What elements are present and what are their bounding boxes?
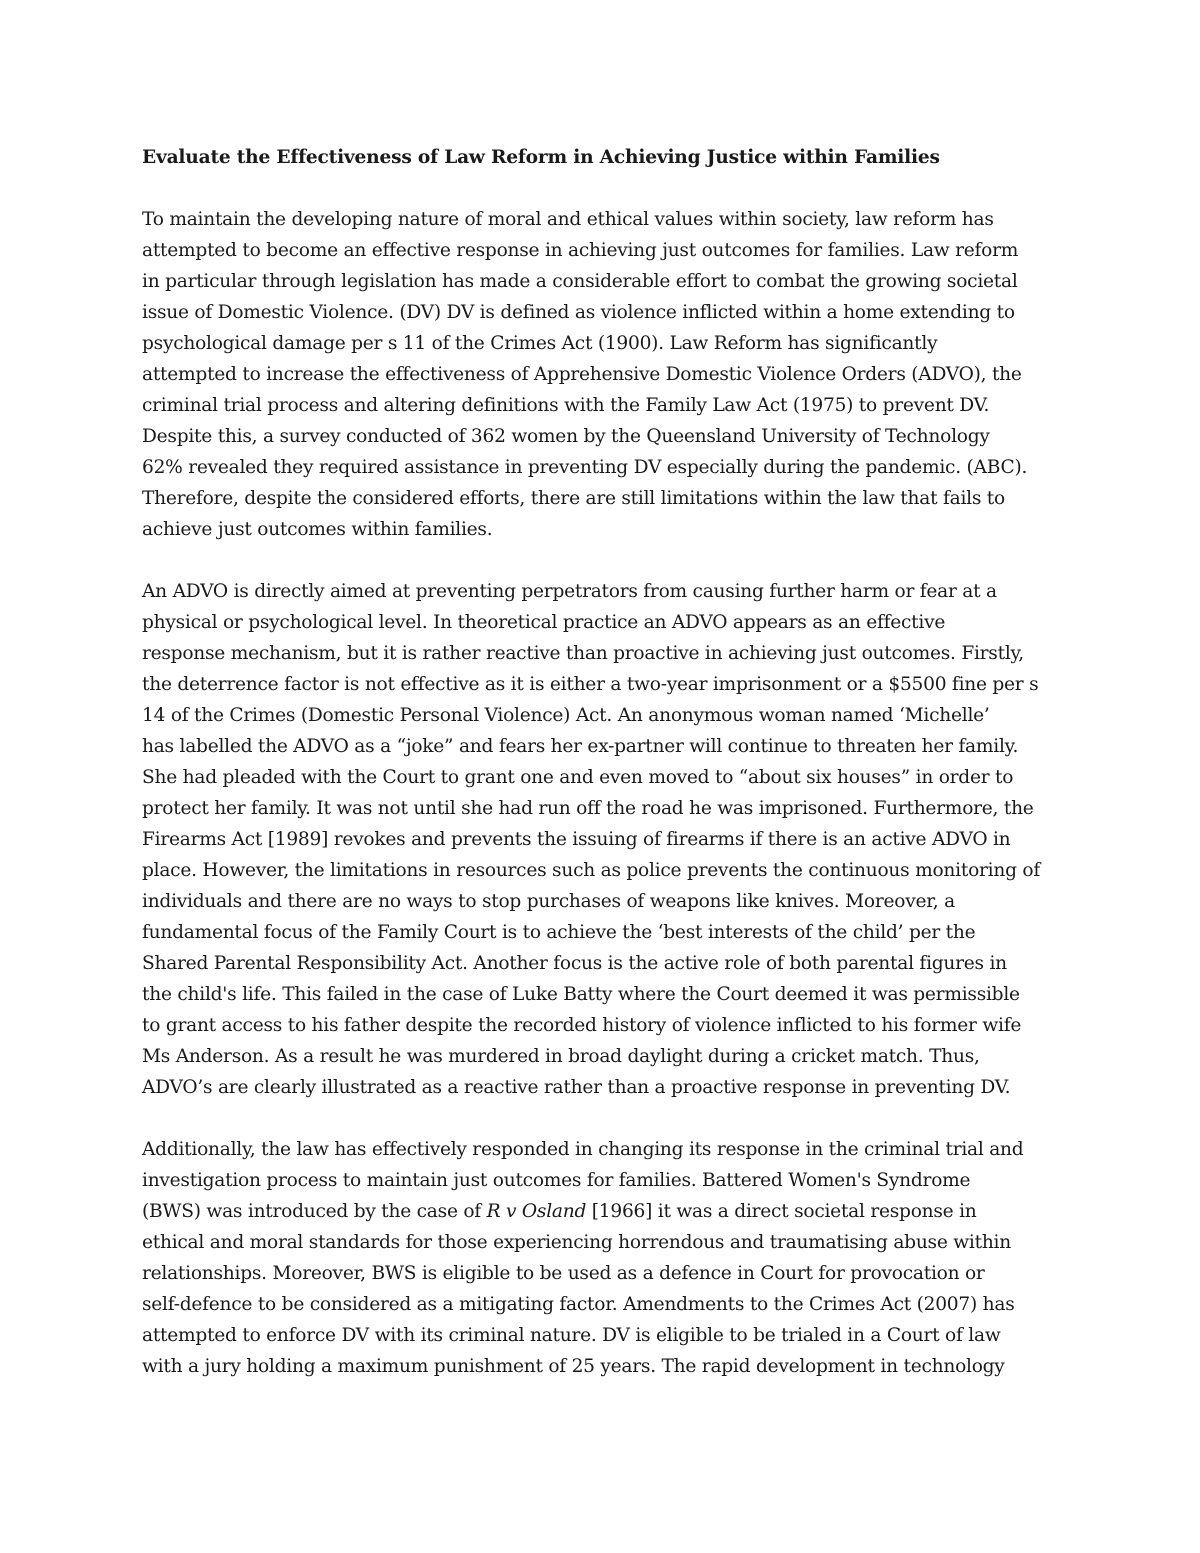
document-title: Evaluate the Effectiveness of Law Reform in Achieving Justice within Families <box>142 147 940 168</box>
line-text-before: (BWS) was introduced by the case of <box>142 1201 487 1222</box>
paragraph-line: attempted to increase the effectiveness of Apprehensive Domestic Violence Orders (ADVO), the <box>142 364 1022 385</box>
paragraph-line: individuals and there are no ways to stop purchases of weapons like knives. Moreover, a <box>142 891 955 912</box>
paragraph-line: fundamental focus of the Family Court is to achieve the ‘best interests of the child’ per the <box>142 922 976 943</box>
paragraph-line: response mechanism, but it is rather reactive than proactive in achieving just outcomes. Firstly, <box>142 643 1024 664</box>
paragraph-line: place. However, the limitations in resources such as police prevents the continuous monitoring of <box>142 860 1040 881</box>
paragraph-line: To maintain the developing nature of moral and ethical values within society, law reform has <box>142 209 994 230</box>
paragraph-line: Ms Anderson. As a result he was murdered in broad daylight during a cricket match. Thus, <box>142 1046 980 1067</box>
line-text-after: [1966] it was a direct societal response in <box>586 1201 977 1222</box>
document-body <box>142 142 1062 1413</box>
paragraph-line: achieve just outcomes within families. <box>142 519 493 540</box>
paragraph-line: attempted to become an effective response in achieving just outcomes for families. Law reform <box>142 240 1019 261</box>
paragraph-line: criminal trial process and altering definitions with the Family Law Act (1975) to prevent DV. <box>142 395 990 416</box>
paragraph-line-with-case-citation <box>142 1196 1062 1227</box>
paragraph-line: attempted to enforce DV with its criminal nature. DV is eligible to be trialed in a Court of law <box>142 1325 1001 1346</box>
paragraph-line: An ADVO is directly aimed at preventing perpetrators from causing further harm or fear at a <box>142 581 997 602</box>
paragraph-line: investigation process to maintain just outcomes for families. Battered Women's Syndrome <box>142 1170 971 1191</box>
paragraph-line: with a jury holding a maximum punishment of 25 years. The rapid development in technology <box>142 1356 1005 1377</box>
paragraph-line: ADVO’s are clearly illustrated as a reactive rather than a proactive response in preventing DV. <box>142 1077 1011 1098</box>
paragraph-line: in particular through legislation has made a considerable effort to combat the growing societal <box>142 271 1018 292</box>
paragraph-line: protect her family. It was not until she had run off the road he was imprisoned. Furthermore, the <box>142 798 1034 819</box>
paragraph-line: She had pleaded with the Court to grant one and even moved to “about six houses” in order to <box>142 767 1014 788</box>
paragraph-1 <box>142 204 1062 545</box>
paragraph-line: the child's life. This failed in the case of Luke Batty where the Court deemed it was permissible <box>142 984 1020 1005</box>
paragraph-line: Therefore, despite the considered efforts, there are still limitations within the law that fails to <box>142 488 1005 509</box>
paragraph-2 <box>142 576 1062 1103</box>
paragraph-line: Additionally, the law has effectively responded in changing its response in the criminal trial and <box>142 1139 1024 1160</box>
paragraph-line: Despite this, a survey conducted of 362 women by the Queensland University of Technology <box>142 426 990 447</box>
paragraph-line: Firearms Act [1989] revokes and prevents the issuing of firearms if there is an active ADVO in <box>142 829 1011 850</box>
paragraph-line: ethical and moral standards for those experiencing horrendous and traumatising abuse within <box>142 1232 1011 1253</box>
paragraph-line: to grant access to his father despite the recorded history of violence inflicted to his former wife <box>142 1015 1022 1036</box>
paragraph-line: has labelled the ADVO as a “joke” and fears her ex-partner will continue to threaten her family. <box>142 736 1019 757</box>
case-citation: R v Osland <box>486 1201 587 1222</box>
paragraph-line: self-defence to be considered as a mitigating factor. Amendments to the Crimes Act (2007) has <box>142 1294 1015 1315</box>
paragraph-3 <box>142 1134 1062 1382</box>
paragraph-line: Shared Parental Responsibility Act. Another focus is the active role of both parental figures in <box>142 953 1007 974</box>
paragraph-line: psychological damage per s 11 of the Crimes Act (1900). Law Reform has significantly <box>142 333 938 354</box>
paragraph-line: physical or psychological level. In theoretical practice an ADVO appears as an effective <box>142 612 946 633</box>
paragraph-line: relationships. Moreover, BWS is eligible to be used as a defence in Court for provocation or <box>142 1263 985 1284</box>
paragraph-line: issue of Domestic Violence. (DV) DV is defined as violence inflicted within a home extending to <box>142 302 1015 323</box>
paragraph-line: 62% revealed they required assistance in preventing DV especially during the pandemic. (ABC). <box>142 457 1028 478</box>
paragraph-line: 14 of the Crimes (Domestic Personal Violence) Act. An anonymous woman named ‘Michelle’ <box>142 705 990 726</box>
paragraph-line: the deterrence factor is not effective as it is either a two-year imprisonment or a $5500 fine per s <box>142 674 1039 695</box>
